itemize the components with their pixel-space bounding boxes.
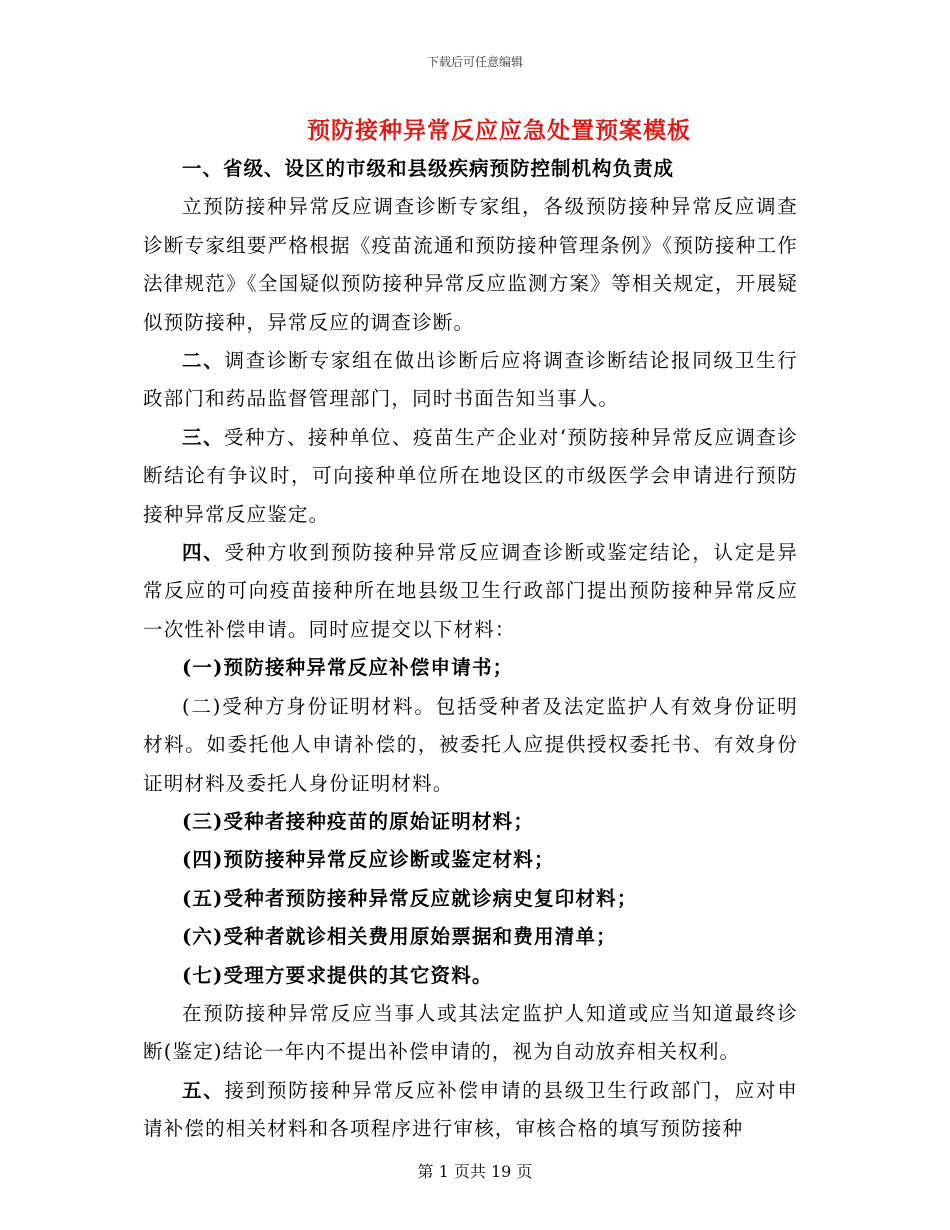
paragraph-14 [143, 1072, 798, 1149]
paragraph-5-text: 受种方收到预防接种异常反应调查诊断或鉴定结论，认定是异常反应的可向疫苗接种所在地县级卫生行政部门提出预防接种异常反应一次性补偿申请。同时应提交以下材料： [143, 541, 798, 641]
paragraph-4-lead: 三、 [182, 425, 224, 449]
paragraph-3-lead: 二、 [182, 349, 225, 373]
document-title: 预防接种异常反应应急处置预案模板 [307, 117, 691, 144]
list-item-3: (三)受种者接种疫苗的原始证明材料； [182, 809, 535, 833]
paragraph-5 [143, 534, 798, 649]
paragraph-4 [143, 419, 798, 534]
paragraph-2 [143, 188, 798, 342]
list-item-2: (二)受种方身份证明材料。包括受种者及法定监护人有效身份证明材料。如委托他人申请补偿的，被委托人应提供授权委托书、有效身份证明材料及委托人身份证明材料。 [143, 694, 798, 795]
list-item-1: (一)预防接种异常反应补偿申请书； [182, 656, 514, 680]
paragraph-3-text: 调查诊断专家组在做出诊断后应将调查诊断结论报同级卫生行政部门和药品监督管理部门，同时书面告知当事人。 [143, 349, 798, 411]
paragraph-4-text: 受种方、接种单位、疫苗生产企业对‘预防接种异常反应调查诊断结论有争议时，可向接种单位所在地设区的市级医学会申请进行预防接种异常反应鉴定。 [143, 425, 798, 526]
list-item-7: (七)受理方要求提供的其它资料。 [182, 963, 493, 987]
paragraph-1: 一、省级、设区的市级和县级疾病预防控制机构负责成 [182, 157, 675, 180]
paragraph-5-lead: 四、 [182, 541, 225, 565]
paragraph-2-text: 立预防接种异常反应调查诊断专家组，各级预防接种异常反应调查诊断专家组要严格根据《疫苗流通和预防接种管理条例》《预防接种工作法律规范》《全国疑似预防接种异常反应监测方案》等相关规定，开展疑似预防接种，异常反应的调查诊断。 [143, 195, 798, 334]
list-item-4: (四)预防接种异常反应诊断或鉴定材料； [182, 848, 555, 872]
list-item-5: (五)受种者预防接种异常反应就诊病史复印材料； [182, 886, 638, 910]
list-item-6: (六)受种者就诊相关费用原始票据和费用清单； [182, 925, 617, 949]
header-note: 下载后可任意编辑 [426, 55, 523, 69]
paragraph-3 [143, 342, 798, 419]
paragraph-13: 在预防接种异常反应当事人或其法定监护人知道或应当知道最终诊断(鉴定)结论一年内不提出补偿申请的，视为自动放弃相关权利。 [143, 1001, 798, 1064]
paragraph-14-text: 接到预防接种异常反应补偿申请的县级卫生行政部门，应对申请补偿的相关材料和各项程序进行审核，审核合格的填写预防接种 [143, 1078, 798, 1141]
paragraph-14-lead: 五、 [182, 1078, 225, 1102]
document-body [143, 150, 798, 1149]
page-footer: 第 1 页共 19 页 [417, 1162, 533, 1181]
